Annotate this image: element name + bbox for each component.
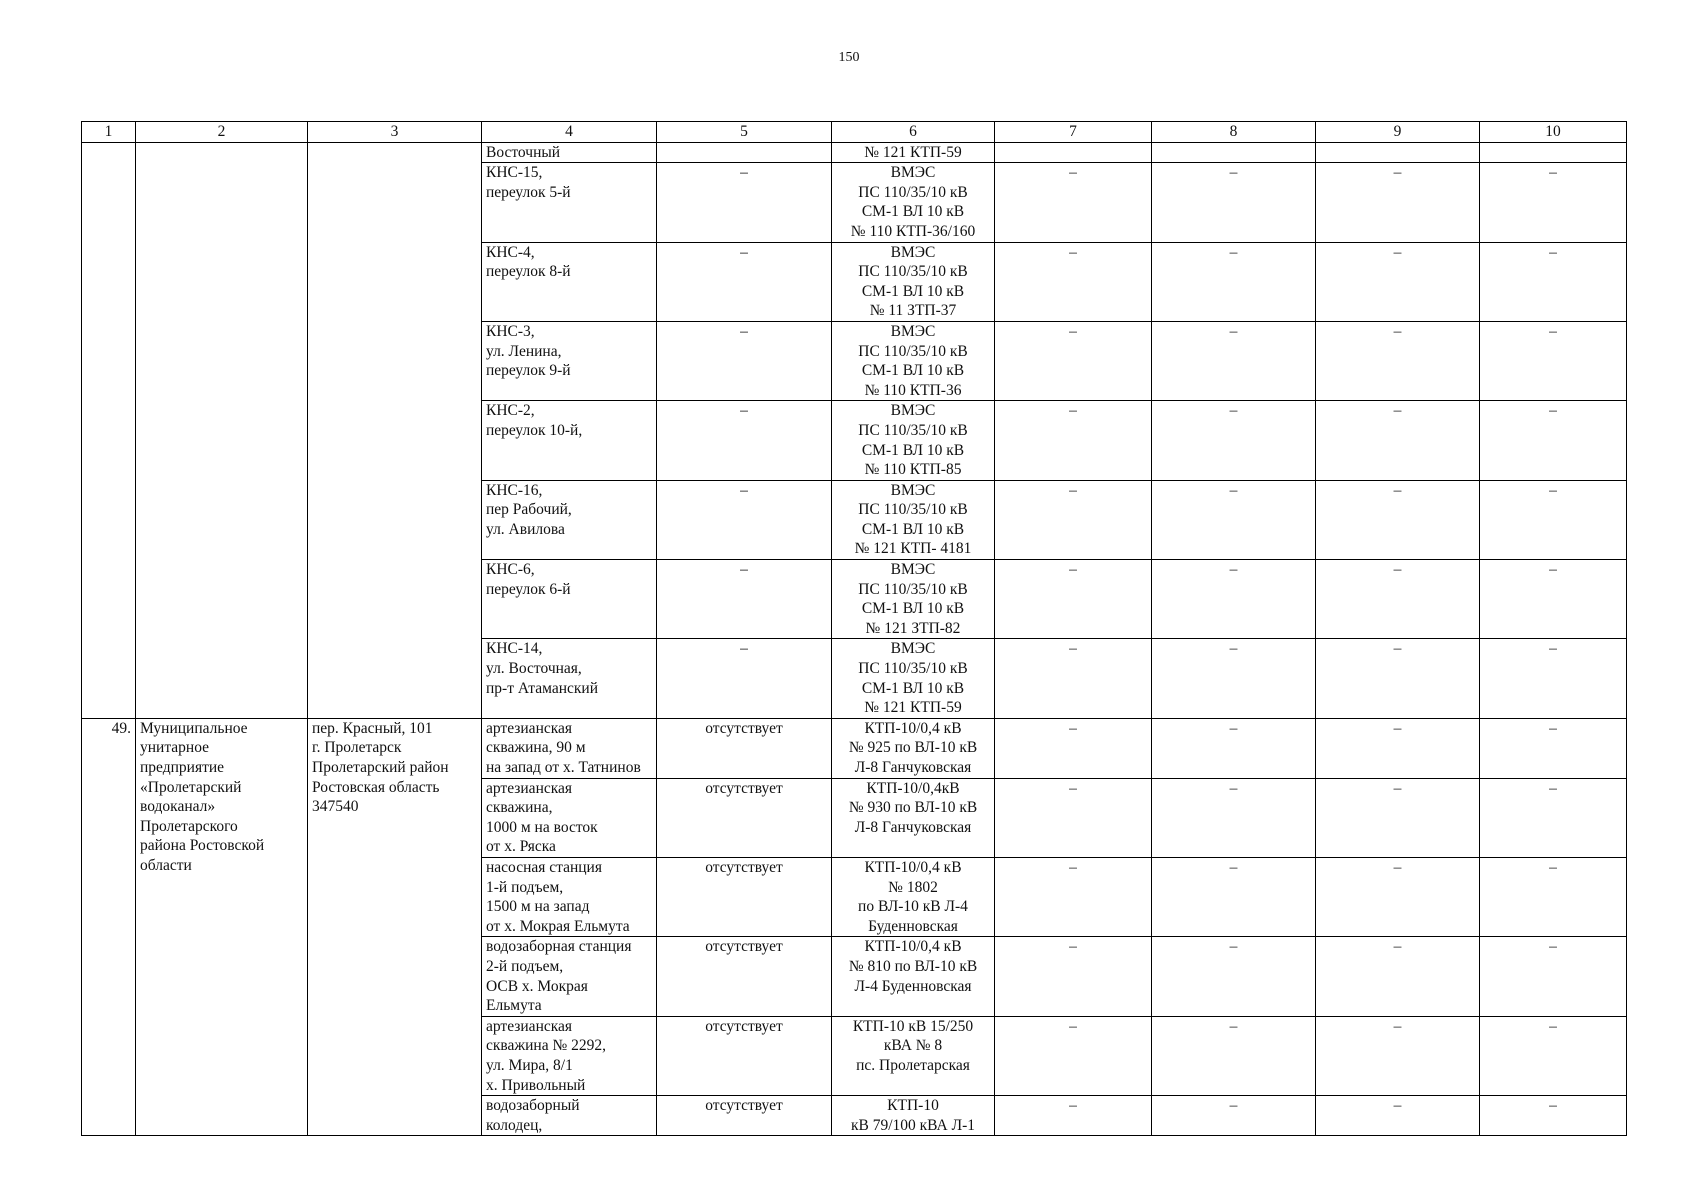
header-cell: 5 <box>657 122 832 143</box>
value-cell: – <box>1152 480 1316 559</box>
power-source-cell-line: ПС 110/35/10 кВ <box>858 660 968 678</box>
object-cell-line: водозаборная станция <box>486 938 632 956</box>
header-cell: 10 <box>1480 122 1627 143</box>
value-cell <box>1152 142 1316 163</box>
object-cell-line: КНС-4, <box>486 243 535 261</box>
object-cell <box>482 480 657 559</box>
value-cell: – <box>995 1016 1152 1095</box>
object-cell-line: колодец, <box>486 1116 543 1134</box>
value-cell: – <box>1480 857 1627 936</box>
address-cell-line: Ростовская область <box>312 778 440 796</box>
object-cell <box>482 1096 657 1136</box>
power-source-cell-line: ВМЭС <box>890 561 936 579</box>
object-cell-line: переулок 8-й <box>486 263 571 281</box>
organization-cell-line: Пролетарского <box>140 817 238 835</box>
value-cell: – <box>1480 321 1627 400</box>
address-cell-line: пер. Красный, 101 <box>312 719 433 737</box>
power-source-cell <box>832 857 995 936</box>
power-source-cell-line: ВМЭС <box>890 481 936 499</box>
value-cell: – <box>995 857 1152 936</box>
power-source-cell-line: СМ-1 ВЛ 10 кВ <box>861 600 965 618</box>
power-source-cell-line: ВМЭС <box>890 322 936 340</box>
address-cell <box>308 718 482 1135</box>
object-cell <box>482 163 657 242</box>
value-cell: – <box>1152 1016 1316 1095</box>
value-cell: – <box>995 639 1152 718</box>
object-cell-line: артезианская <box>486 779 573 797</box>
status-cell: – <box>657 401 832 480</box>
value-cell: – <box>995 242 1152 321</box>
power-source-cell <box>832 778 995 857</box>
status-cell: – <box>657 560 832 639</box>
object-cell-line: на запад от х. Татнинов <box>486 759 641 776</box>
object-cell-line: Ельмута <box>486 997 542 1015</box>
value-cell <box>1316 142 1480 163</box>
header-cell: 6 <box>832 122 995 143</box>
object-cell-line: ул. Мира, 8/1 <box>486 1056 573 1074</box>
object-cell <box>482 639 657 718</box>
object-cell <box>482 937 657 1016</box>
power-source-cell-line: ПС 110/35/10 кВ <box>858 421 968 439</box>
power-source-cell-line: № 121 КТП-59 <box>864 143 962 161</box>
value-cell: – <box>1480 242 1627 321</box>
object-cell-line: 2-й подъем, <box>486 957 564 975</box>
power-source-cell-line: ПС 110/35/10 кВ <box>858 342 968 360</box>
table-row <box>82 718 1627 778</box>
value-cell: – <box>1316 1096 1480 1136</box>
object-cell-line: скважина № 2292, <box>486 1037 606 1055</box>
power-source-cell-line: ПС 110/35/10 кВ <box>858 263 968 281</box>
organization-cell-line: предприятие <box>140 759 225 776</box>
header-cell: 4 <box>482 122 657 143</box>
value-cell: – <box>1480 1096 1627 1136</box>
value-cell: – <box>1152 560 1316 639</box>
object-cell-line: Восточный <box>486 143 561 161</box>
power-source-cell-line: № 925 по ВЛ-10 кВ <box>848 739 978 757</box>
status-cell: – <box>657 242 832 321</box>
status-cell: отсутствует <box>657 937 832 1016</box>
power-source-cell-line: СМ-1 ВЛ 10 кВ <box>861 520 965 538</box>
status-cell: отсутствует <box>657 857 832 936</box>
value-cell: – <box>1316 163 1480 242</box>
object-cell-line: 1-й подъем, <box>486 878 564 896</box>
power-source-cell <box>832 718 995 778</box>
power-source-cell <box>832 401 995 480</box>
power-source-cell-line: СМ-1 ВЛ 10 кВ <box>861 282 965 300</box>
value-cell: – <box>995 560 1152 639</box>
value-cell: – <box>1316 639 1480 718</box>
power-source-cell-line: кВ 79/100 кВА Л-1 <box>850 1116 976 1134</box>
value-cell: – <box>1480 718 1627 778</box>
value-cell: – <box>1480 401 1627 480</box>
object-cell-line: ул. Ленина, <box>486 342 562 360</box>
value-cell: – <box>1480 778 1627 857</box>
object-cell-line: насосная станция <box>486 858 602 876</box>
power-source-cell-line: № 930 по ВЛ-10 кВ <box>848 799 978 817</box>
value-cell <box>1480 142 1627 163</box>
power-source-cell-line: пс. Пролетарская <box>856 1056 970 1074</box>
address-cell-line: г. Пролетарск <box>312 739 402 757</box>
power-source-cell-line: ВМЭС <box>890 640 936 658</box>
power-source-cell-line: № 121 ЗТП-82 <box>865 619 961 637</box>
power-source-cell <box>832 480 995 559</box>
object-cell-line: КНС-3, <box>486 322 535 340</box>
object-cell-line: пр-т Атаманский <box>486 679 598 697</box>
power-source-cell-line: ПС 110/35/10 кВ <box>858 501 968 519</box>
power-source-cell <box>832 163 995 242</box>
value-cell: – <box>1152 401 1316 480</box>
power-source-cell-line: № 110 КТП-36/160 <box>850 222 976 240</box>
power-source-cell <box>832 639 995 718</box>
object-cell <box>482 718 657 778</box>
address-cell-line: Пролетарский район <box>312 759 449 776</box>
power-source-cell-line: № 121 КТП- 4181 <box>854 540 972 558</box>
value-cell: – <box>1316 401 1480 480</box>
power-source-cell <box>832 560 995 639</box>
value-cell: – <box>1152 718 1316 778</box>
power-source-cell-line: КТП-10/0,4кВ <box>866 779 960 797</box>
power-source-cell-line: № 1802 <box>888 878 938 896</box>
object-cell <box>482 401 657 480</box>
object-cell-line: ул. Восточная, <box>486 660 582 678</box>
object-cell-line: переулок 9-й <box>486 362 571 380</box>
value-cell: – <box>995 401 1152 480</box>
object-cell-line: КНС-14, <box>486 640 543 658</box>
power-source-cell-line: КТП-10/0,4 кВ <box>864 858 962 876</box>
value-cell: – <box>995 778 1152 857</box>
object-cell <box>482 242 657 321</box>
object-cell-line: артезианская <box>486 1017 573 1035</box>
status-cell: – <box>657 480 832 559</box>
value-cell: – <box>1316 321 1480 400</box>
power-source-cell-line: № 110 КТП-85 <box>864 461 962 479</box>
value-cell: – <box>1480 1016 1627 1095</box>
object-cell-line: 1500 м на запад <box>486 898 590 916</box>
table-row <box>82 142 1627 163</box>
object-cell-line: скважина, <box>486 799 553 817</box>
power-source-cell-line: Л-4 Буденновская <box>854 977 972 995</box>
power-source-cell-line: СМ-1 ВЛ 10 кВ <box>861 679 965 697</box>
power-source-cell <box>832 1096 995 1136</box>
value-cell: – <box>1316 718 1480 778</box>
value-cell: – <box>995 937 1152 1016</box>
object-cell-line: ОСВ х. Мокрая <box>486 977 588 995</box>
value-cell: – <box>1316 242 1480 321</box>
organization-cell-line: водоканал» <box>140 798 216 816</box>
power-source-cell-line: по ВЛ-10 кВ Л-4 <box>858 898 968 916</box>
object-cell-line: водозаборный <box>486 1097 580 1115</box>
object-cell-line: КНС-6, <box>486 561 535 579</box>
value-cell: – <box>995 163 1152 242</box>
address-cell <box>308 142 482 718</box>
header-cell: 3 <box>308 122 482 143</box>
power-source-cell <box>832 1016 995 1095</box>
power-source-cell <box>832 321 995 400</box>
object-cell-line: х. Привольный <box>486 1076 586 1094</box>
power-source-cell-line: № 110 КТП-36 <box>864 381 962 399</box>
power-source-cell-line: Буденновская <box>868 917 958 935</box>
power-source-cell-line: ВМЭС <box>890 402 936 420</box>
value-cell: – <box>1152 1096 1316 1136</box>
value-cell: – <box>995 321 1152 400</box>
object-cell-line: артезианская <box>486 719 573 737</box>
value-cell: – <box>1152 857 1316 936</box>
power-source-cell <box>832 937 995 1016</box>
status-cell: отсутствует <box>657 718 832 778</box>
value-cell: – <box>1152 163 1316 242</box>
header-cell: 1 <box>82 122 136 143</box>
object-cell <box>482 778 657 857</box>
table-body <box>82 142 1627 1136</box>
organization-cell-line: района Ростовской <box>140 837 265 855</box>
object-cell-line: от х. Мокрая Ельмута <box>486 917 630 935</box>
value-cell: – <box>1316 857 1480 936</box>
value-cell: – <box>1480 937 1627 1016</box>
value-cell: – <box>1480 480 1627 559</box>
organization-cell-line: унитарное <box>140 739 210 757</box>
object-cell-line: от х. Ряска <box>486 838 556 856</box>
power-source-cell-line: № 121 КТП-59 <box>864 699 962 717</box>
object-cell-line: переулок 10-й, <box>486 421 583 439</box>
object-cell <box>482 560 657 639</box>
value-cell: – <box>1316 778 1480 857</box>
power-source-cell-line: Л-8 Ганчуковская <box>854 759 972 776</box>
value-cell: – <box>1152 242 1316 321</box>
value-cell: – <box>1480 163 1627 242</box>
object-cell-line: ул. Авилова <box>486 520 565 538</box>
power-source-cell-line: № 11 ЗТП-37 <box>869 302 957 320</box>
power-source-cell-line: СМ-1 ВЛ 10 кВ <box>861 362 965 380</box>
power-source-cell-line: ВМЭС <box>890 243 936 261</box>
power-source-cell-line: СМ-1 ВЛ 10 кВ <box>861 203 965 221</box>
power-source-cell-line: кВА № 8 <box>883 1037 943 1055</box>
header-row <box>82 122 1627 143</box>
object-cell-line: пер Рабочий, <box>486 501 572 519</box>
status-cell: – <box>657 321 832 400</box>
object-cell-line: скважина, 90 м <box>486 739 586 757</box>
object-cell-line: переулок 5-й <box>486 183 571 201</box>
object-cell <box>482 321 657 400</box>
power-source-cell-line: ПС 110/35/10 кВ <box>858 580 968 598</box>
value-cell: – <box>1480 560 1627 639</box>
row-number-cell: 49. <box>82 718 136 1135</box>
power-source-cell-line: КТП-10 <box>887 1097 939 1115</box>
status-cell <box>657 142 832 163</box>
power-source-cell <box>832 242 995 321</box>
value-cell: – <box>1152 639 1316 718</box>
value-cell: – <box>995 1096 1152 1136</box>
object-cell-line: КНС-2, <box>486 402 535 420</box>
status-cell: – <box>657 639 832 718</box>
status-cell: отсутствует <box>657 1096 832 1136</box>
value-cell: – <box>995 718 1152 778</box>
object-cell-line: 1000 м на восток <box>486 818 598 836</box>
object-cell-line: переулок 6-й <box>486 580 571 598</box>
value-cell: – <box>1480 639 1627 718</box>
power-source-cell-line: КТП-10 кВ 15/250 <box>852 1017 974 1035</box>
header-cell: 8 <box>1152 122 1316 143</box>
value-cell: – <box>1316 560 1480 639</box>
object-cell <box>482 1016 657 1095</box>
header-cell: 7 <box>995 122 1152 143</box>
object-cell <box>482 857 657 936</box>
value-cell: – <box>1316 1016 1480 1095</box>
value-cell: – <box>1316 937 1480 1016</box>
power-source-cell-line: ВМЭС <box>890 164 936 182</box>
status-cell: отсутствует <box>657 1016 832 1095</box>
power-source-cell <box>832 142 995 163</box>
organization-cell-line: области <box>140 856 192 874</box>
row-number-cell <box>82 142 136 718</box>
value-cell <box>995 142 1152 163</box>
power-source-cell-line: КТП-10/0,4 кВ <box>864 938 962 956</box>
organization-cell-line: «Пролетарский <box>140 778 242 796</box>
value-cell: – <box>1152 778 1316 857</box>
organization-cell <box>136 142 308 718</box>
object-cell <box>482 142 657 163</box>
page-number: 150 <box>838 50 860 65</box>
value-cell: – <box>1316 480 1480 559</box>
organization-cell-line: Муниципальное <box>140 719 248 737</box>
organization-cell <box>136 718 308 1135</box>
data-table <box>81 121 1627 1136</box>
power-source-cell-line: КТП-10/0,4 кВ <box>864 719 962 737</box>
status-cell: – <box>657 163 832 242</box>
object-cell-line: КНС-16, <box>486 481 543 499</box>
value-cell: – <box>995 480 1152 559</box>
power-source-cell-line: Л-8 Ганчуковская <box>854 818 972 836</box>
object-cell-line: КНС-15, <box>486 164 543 182</box>
power-source-cell-line: ПС 110/35/10 кВ <box>858 183 968 201</box>
value-cell: – <box>1152 321 1316 400</box>
power-source-cell-line: № 810 по ВЛ-10 кВ <box>848 957 978 975</box>
power-source-cell-line: СМ-1 ВЛ 10 кВ <box>861 441 965 459</box>
header-cell: 9 <box>1316 122 1480 143</box>
address-cell-line: 347540 <box>312 798 359 816</box>
value-cell: – <box>1152 937 1316 1016</box>
header-cell: 2 <box>136 122 308 143</box>
status-cell: отсутствует <box>657 778 832 857</box>
